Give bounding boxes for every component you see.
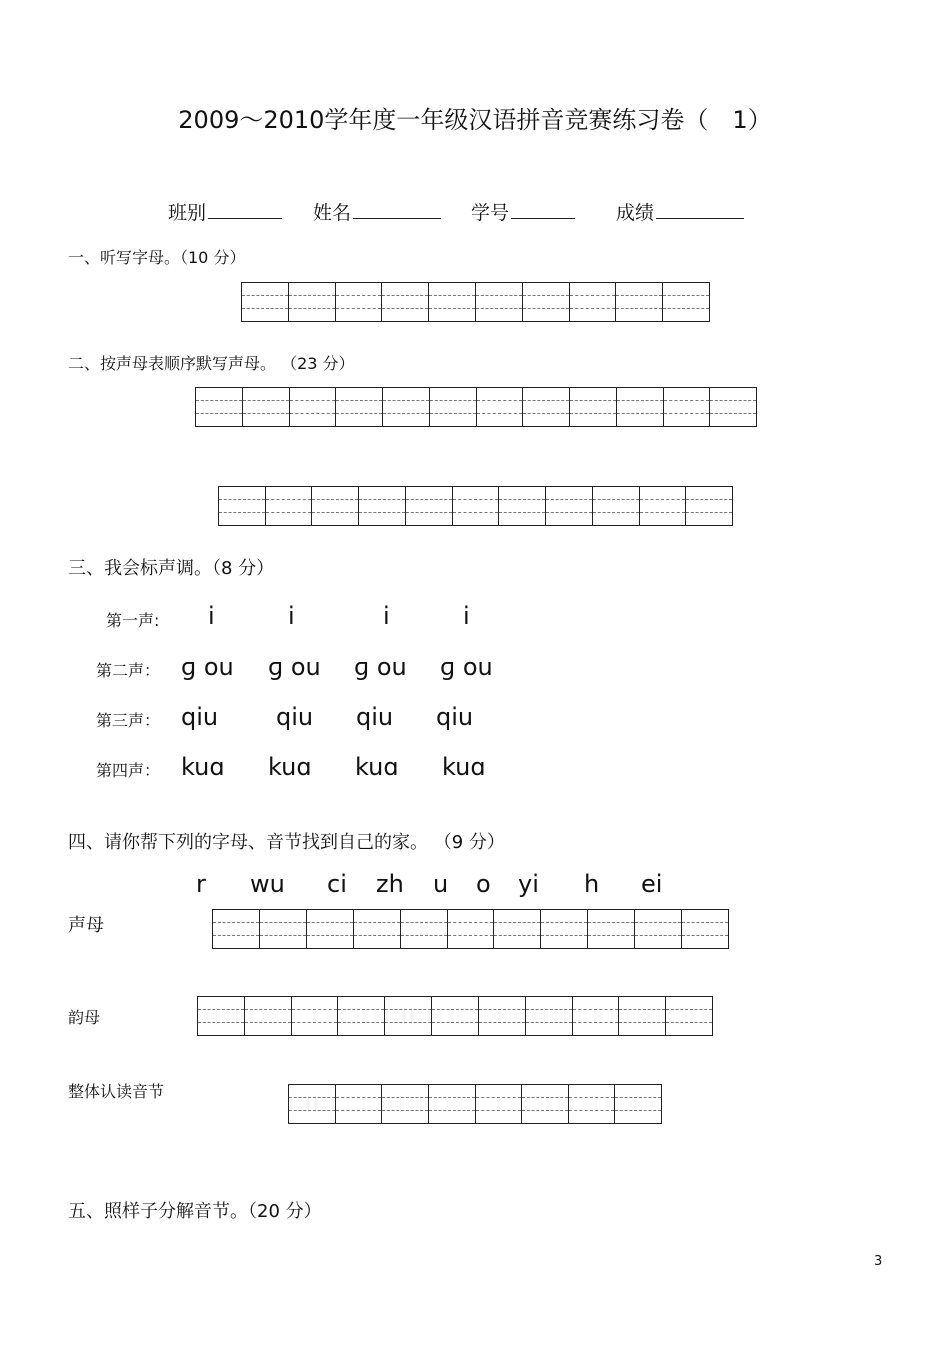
writing-cell[interactable] [260, 910, 307, 948]
writing-cell[interactable] [617, 388, 664, 426]
section2-heading: 二、按声母表顺序默写声母。 （23 分） [68, 354, 355, 373]
writing-cell[interactable] [616, 283, 663, 321]
class-blank[interactable] [208, 200, 282, 219]
writing-cell[interactable] [383, 388, 430, 426]
sort-letter: h [584, 870, 600, 898]
writing-cell[interactable] [382, 1085, 429, 1123]
sort-letter: zh [376, 870, 404, 898]
initials-grid-row2[interactable] [218, 486, 733, 526]
writing-cell[interactable] [336, 388, 383, 426]
sort-letter: yi [518, 870, 539, 898]
writing-cell[interactable] [243, 388, 290, 426]
sort-letter: o [476, 870, 491, 898]
writing-cell[interactable] [289, 283, 336, 321]
section3-heading: 三、我会标声调。（8 分） [68, 558, 275, 579]
writing-cell[interactable] [336, 283, 383, 321]
writing-cell[interactable] [307, 910, 354, 948]
tone-item: i [383, 602, 390, 630]
writing-cell[interactable] [359, 487, 406, 525]
sort-letter: ei [641, 870, 663, 898]
class-field [168, 198, 282, 225]
writing-cell[interactable] [219, 487, 266, 525]
name-blank[interactable] [353, 200, 441, 219]
writing-cell[interactable] [290, 388, 337, 426]
writing-cell[interactable] [476, 283, 523, 321]
writing-cell[interactable] [266, 487, 313, 525]
writing-cell[interactable] [663, 283, 709, 321]
writing-cell[interactable] [573, 997, 620, 1035]
writing-cell[interactable] [430, 388, 477, 426]
tone-item: i [463, 602, 470, 630]
writing-cell[interactable] [569, 1085, 616, 1123]
initials-group-grid[interactable] [212, 909, 729, 949]
score-label: 成绩 [616, 202, 655, 224]
writing-cell[interactable] [664, 388, 711, 426]
writing-cell[interactable] [336, 1085, 383, 1123]
sort-letter: wu [250, 870, 285, 898]
dictation-grid[interactable] [241, 282, 710, 322]
writing-cell[interactable] [382, 283, 429, 321]
section4-heading: 四、请你帮下列的字母、音节找到自己的家。 （9 分） [68, 832, 505, 853]
score-blank[interactable] [656, 200, 744, 219]
tone-item: qiu [356, 703, 394, 731]
tone-label: 第二声： [96, 661, 161, 680]
section5-heading: 五、照样子分解音节。（20 分） [68, 1201, 322, 1222]
writing-cell[interactable] [619, 997, 666, 1035]
writing-cell[interactable] [245, 997, 292, 1035]
tone-label: 第四声： [96, 761, 161, 780]
finals-group-label: 韵母 [68, 1008, 101, 1027]
writing-cell[interactable] [666, 997, 712, 1035]
writing-cell[interactable] [522, 1085, 569, 1123]
id-field [471, 198, 575, 225]
writing-cell[interactable] [588, 910, 635, 948]
tone-label: 第三声： [96, 711, 161, 730]
tone-item: kuɑ [442, 753, 486, 781]
writing-cell[interactable] [523, 283, 570, 321]
writing-cell[interactable] [479, 997, 526, 1035]
writing-cell[interactable] [640, 487, 687, 525]
tone-item: ɡ ou [181, 653, 234, 681]
writing-cell[interactable] [476, 1085, 523, 1123]
id-label: 学号 [471, 202, 510, 224]
tone-item: ɡ ou [440, 653, 493, 681]
writing-cell[interactable] [198, 997, 245, 1035]
writing-cell[interactable] [494, 910, 541, 948]
writing-cell[interactable] [312, 487, 359, 525]
writing-cell[interactable] [477, 388, 524, 426]
writing-cell[interactable] [448, 910, 495, 948]
writing-cell[interactable] [570, 283, 617, 321]
writing-cell[interactable] [292, 997, 339, 1035]
writing-cell[interactable] [682, 910, 728, 948]
writing-cell[interactable] [523, 388, 570, 426]
writing-cell[interactable] [213, 910, 260, 948]
section1-heading: 一、听写字母。（10 分） [68, 248, 246, 267]
finals-group-grid[interactable] [197, 996, 713, 1036]
writing-cell[interactable] [499, 487, 546, 525]
writing-cell[interactable] [615, 1085, 661, 1123]
writing-cell[interactable] [546, 487, 593, 525]
writing-cell[interactable] [289, 1085, 336, 1123]
tone-item: ɡ ou [354, 653, 407, 681]
writing-cell[interactable] [432, 997, 479, 1035]
tone-item: kuɑ [355, 753, 399, 781]
writing-cell[interactable] [429, 283, 476, 321]
page-title: 2009～2010学年度一年级汉语拼音竞赛练习卷（ 1） [178, 106, 772, 134]
whole-syllables-grid[interactable] [288, 1084, 662, 1124]
name-field [313, 198, 441, 225]
writing-cell[interactable] [354, 910, 401, 948]
writing-cell[interactable] [635, 910, 682, 948]
score-field [616, 198, 744, 225]
sort-letter: ci [327, 870, 347, 898]
writing-cell[interactable] [541, 910, 588, 948]
writing-cell[interactable] [593, 487, 640, 525]
tone-item: kuɑ [268, 753, 312, 781]
writing-cell[interactable] [385, 997, 432, 1035]
page-number: 3 [874, 1254, 883, 1269]
tone-item: ɡ ou [268, 653, 321, 681]
writing-cell[interactable] [242, 283, 289, 321]
writing-cell[interactable] [406, 487, 453, 525]
tone-item: i [208, 602, 215, 630]
class-label: 班别 [168, 202, 207, 224]
tone-item: qiu [276, 703, 314, 731]
tone-label: 第一声: [106, 611, 160, 630]
writing-cell[interactable] [429, 1085, 476, 1123]
writing-cell[interactable] [570, 388, 617, 426]
writing-cell[interactable] [526, 997, 573, 1035]
id-blank[interactable] [511, 200, 575, 219]
whole-syllables-label: 整体认读音节 [68, 1082, 165, 1101]
initials-grid-row1[interactable] [195, 387, 757, 427]
writing-cell[interactable] [710, 388, 756, 426]
writing-cell[interactable] [196, 388, 243, 426]
tone-item: kuɑ [181, 753, 225, 781]
initials-group-label: 声母 [68, 915, 104, 936]
sort-letter: r [196, 870, 206, 898]
writing-cell[interactable] [338, 997, 385, 1035]
tone-item: qiu [181, 703, 219, 731]
writing-cell[interactable] [453, 487, 500, 525]
sort-letter: u [433, 870, 449, 898]
tone-item: i [288, 602, 295, 630]
writing-cell[interactable] [686, 487, 732, 525]
name-label: 姓名 [313, 202, 352, 224]
tone-item: qiu [436, 703, 474, 731]
writing-cell[interactable] [401, 910, 448, 948]
